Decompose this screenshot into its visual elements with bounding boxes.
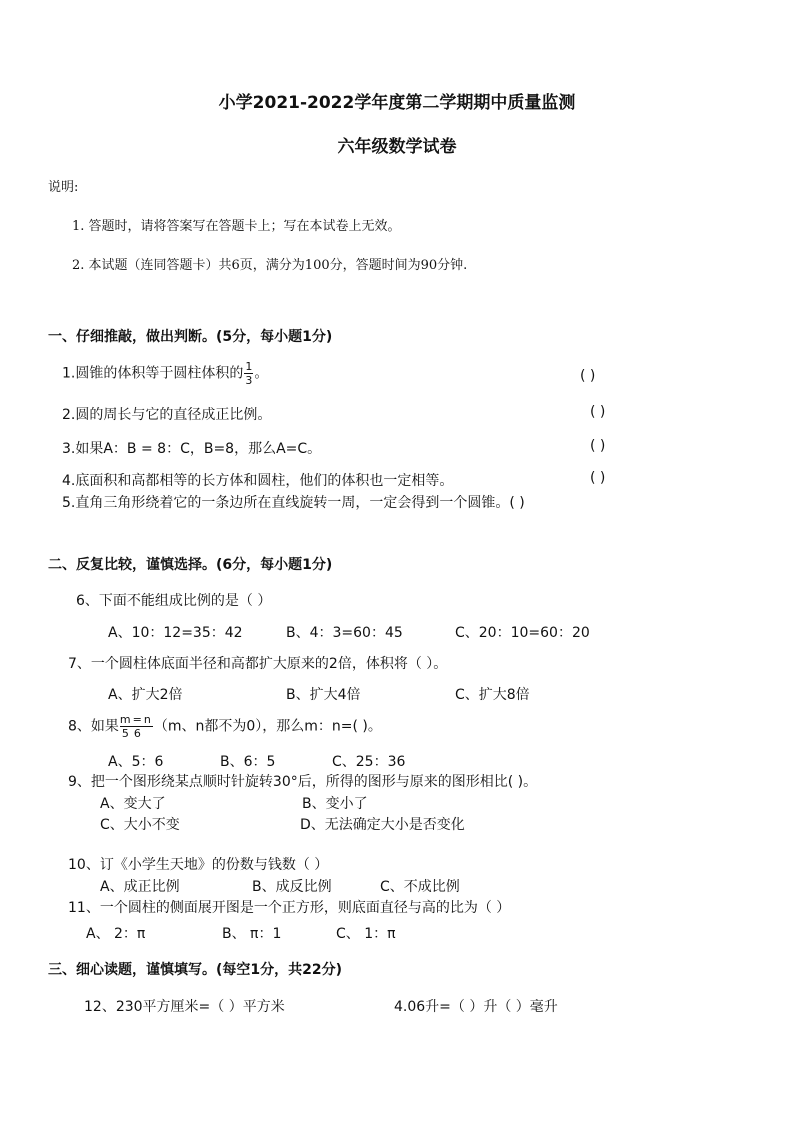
q7-option-a[interactable]: A、扩大2倍 — [108, 687, 183, 703]
q10-option-b[interactable]: B、成反比例 — [252, 879, 332, 895]
q8-option-a[interactable]: A、5：6 — [108, 754, 164, 770]
exam-subtitle: 六年级数学试卷 — [337, 137, 457, 157]
answer-blank-4[interactable]: ( ) — [590, 470, 606, 486]
question-11: 11、一个圆柱的侧面展开图是一个正方形，则底面直径与高的比为（ ） — [68, 900, 511, 916]
section-1-heading: 一、仔细推敲，做出判断。(5分，每小题1分) — [48, 329, 333, 345]
section-3-heading: 三、细心读题，谨慎填写。(每空1分，共22分) — [48, 962, 343, 978]
instructions-label: 说明: — [48, 180, 79, 195]
q10-option-a[interactable]: A、成正比例 — [100, 879, 180, 895]
q6-option-b[interactable]: B、4：3=60：45 — [286, 625, 403, 641]
section-2-heading: 二、反复比较，谨慎选择。(6分，每小题1分) — [48, 557, 333, 573]
q8-option-c[interactable]: C、25：36 — [332, 754, 406, 770]
q9-option-a[interactable]: A、变大了 — [100, 796, 166, 812]
question-6: 6、下面不能组成比例的是（ ） — [76, 593, 272, 609]
instruction-item-2: 2. 本试题（连同答题卡）共6页，满分为100分，答题时间为90分钟. — [72, 258, 468, 273]
question-3: 3.如果A：B = 8：C，B=8，那么A=C。 — [62, 441, 322, 457]
instruction-item-1: 1. 答题时，请将答案写在答题卡上；写在本试卷上无效。 — [72, 219, 401, 234]
question-4: 4.底面积和高都相等的长方体和圆柱，他们的体积也一定相等。 — [62, 473, 454, 489]
q9-option-d[interactable]: D、无法确定大小是否变化 — [300, 817, 465, 833]
q11-option-c[interactable]: C、 1：π — [336, 926, 396, 942]
question-2: 2.圆的周长与它的直径成正比例。 — [62, 407, 272, 423]
question-12-part-1: 12、230平方厘米=（ ）平方米 — [84, 999, 285, 1015]
q9-option-b[interactable]: B、变小了 — [302, 796, 368, 812]
exam-title: 小学2021-2022学年度第二学期期中质量监测 — [218, 93, 576, 113]
question-5: 5.直角三角形绕着它的一条边所在直线旋转一周，一定会得到一个圆锥。( ) — [62, 495, 525, 511]
fraction-m-over-5-n-over-6: $\frac{m=n}{56}$ — [119, 713, 153, 740]
question-8: 8、如果 $\frac{m=n}{56}$ （m、n都不为0），那么m：n=( )。 — [68, 713, 382, 740]
answer-blank-3[interactable]: ( ) — [590, 438, 606, 454]
q11-option-a[interactable]: A、 2：π — [86, 926, 146, 942]
answer-blank-2[interactable]: ( ) — [590, 404, 606, 420]
question-7: 7、一个圆柱体底面半径和高都扩大原来的2倍，体积将（ ）。 — [68, 656, 448, 672]
question-12-part-2: 4.06升=（ ）升（ ）毫升 — [394, 999, 558, 1015]
question-10: 10、订《小学生天地》的份数与钱数（ ） — [68, 857, 329, 873]
question-9: 9、把一个图形绕某点顺时针旋转30°后，所得的图形与原来的图形相比( )。 — [68, 774, 538, 790]
q10-option-c[interactable]: C、不成比例 — [380, 879, 460, 895]
question-1-text: 1.圆锥的体积等于圆柱体积的 — [62, 365, 244, 382]
fraction-one-third: $\frac{1}{3}$ — [245, 360, 253, 387]
answer-blank-1[interactable]: ( ) — [580, 368, 596, 384]
q7-option-c[interactable]: C、扩大8倍 — [455, 687, 530, 703]
q8-option-b[interactable]: B、6：5 — [220, 754, 276, 770]
q7-option-b[interactable]: B、扩大4倍 — [286, 687, 361, 703]
q6-option-c[interactable]: C、20：10=60：20 — [455, 625, 590, 641]
q11-option-b[interactable]: B、 π：1 — [222, 926, 282, 942]
q9-option-c[interactable]: C、大小不变 — [100, 817, 180, 833]
q6-option-a[interactable]: A、10：12=35：42 — [108, 625, 243, 641]
question-1: 1.圆锥的体积等于圆柱体积的 $\frac{1}{3}$ 。 — [62, 360, 269, 387]
